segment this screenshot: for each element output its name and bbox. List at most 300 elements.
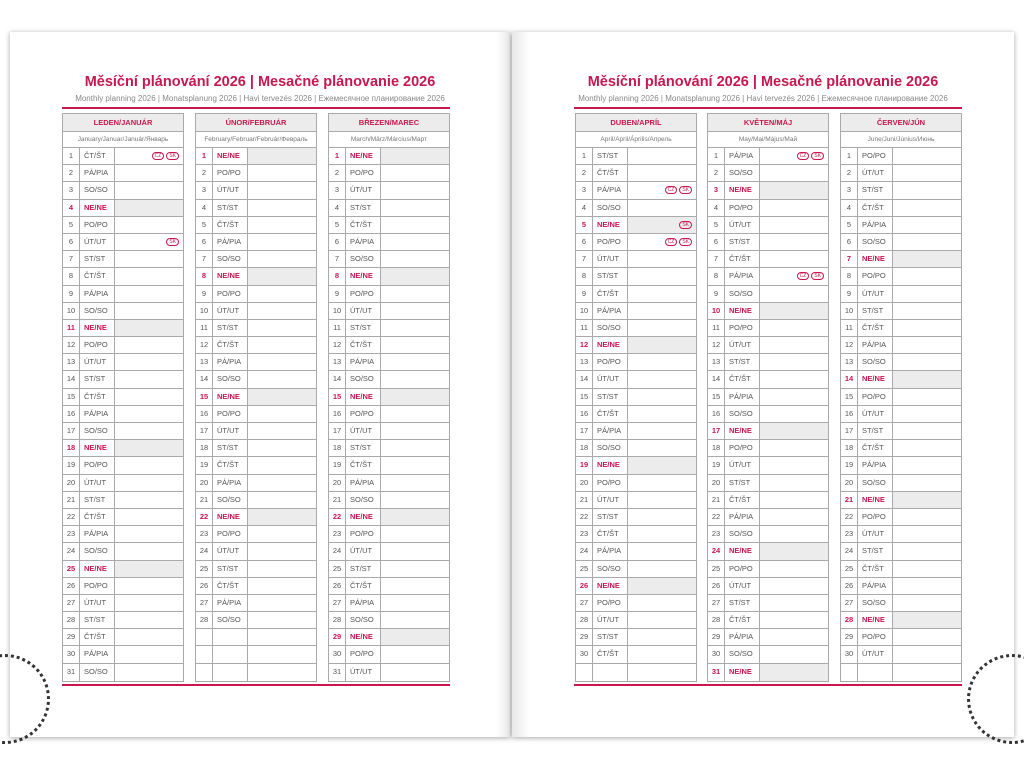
note-cell[interactable] <box>760 526 828 542</box>
note-cell[interactable] <box>760 320 828 336</box>
day-number: 25 <box>708 561 725 577</box>
note-cell[interactable] <box>248 578 316 594</box>
note-cell[interactable] <box>115 509 183 525</box>
note-cell[interactable] <box>381 475 449 491</box>
note-cell[interactable] <box>760 457 828 473</box>
day-number: 8 <box>576 268 593 284</box>
note-cell[interactable] <box>628 526 696 542</box>
day-number: 27 <box>841 595 858 611</box>
note-cell[interactable] <box>893 646 961 662</box>
day-number: 7 <box>708 251 725 267</box>
note-cell[interactable] <box>381 457 449 473</box>
note-cell[interactable] <box>115 320 183 336</box>
day-row <box>63 303 183 320</box>
note-cell[interactable] <box>893 389 961 405</box>
day-row <box>63 354 183 371</box>
note-cell[interactable] <box>381 664 449 681</box>
note-cell[interactable] <box>115 664 183 681</box>
note-cell[interactable] <box>893 217 961 233</box>
day-number: 24 <box>841 543 858 559</box>
day-number: 18 <box>329 440 346 456</box>
weekday: NE/NE <box>213 509 248 525</box>
note-cell[interactable] <box>628 182 696 198</box>
note-cell[interactable] <box>115 475 183 491</box>
day-row <box>329 475 449 492</box>
note-cell[interactable] <box>760 406 828 422</box>
note-cell[interactable] <box>381 303 449 319</box>
note-cell[interactable] <box>381 182 449 198</box>
weekday: NE/NE <box>80 200 115 216</box>
note-cell[interactable] <box>628 200 696 216</box>
day-row <box>329 303 449 320</box>
note-cell[interactable] <box>893 148 961 164</box>
weekday: NE/NE <box>593 578 628 594</box>
note-cell[interactable] <box>248 182 316 198</box>
day-number: 28 <box>708 612 725 628</box>
day-number: 6 <box>329 234 346 250</box>
note-cell[interactable] <box>115 251 183 267</box>
day-number: 30 <box>841 646 858 662</box>
day-number: 17 <box>708 423 725 439</box>
note-cell[interactable] <box>381 389 449 405</box>
note-cell[interactable] <box>248 354 316 370</box>
note-cell[interactable] <box>381 268 449 284</box>
note-cell[interactable] <box>628 406 696 422</box>
note-cell[interactable] <box>893 234 961 250</box>
weekday: ST/ST <box>593 148 628 164</box>
note-cell[interactable] <box>115 286 183 302</box>
weekday: NE/NE <box>346 509 381 525</box>
weekday: ČT/ŠT <box>346 457 381 473</box>
holiday-badges <box>665 238 692 246</box>
note-cell[interactable] <box>248 303 316 319</box>
note-cell[interactable] <box>248 595 316 611</box>
day-row <box>63 268 183 285</box>
weekday: ÚT/UT <box>593 371 628 387</box>
note-cell[interactable] <box>381 320 449 336</box>
note-cell[interactable] <box>115 543 183 559</box>
note-cell[interactable] <box>893 268 961 284</box>
note-cell[interactable] <box>248 371 316 387</box>
note-cell[interactable] <box>381 612 449 628</box>
weekday: PO/PO <box>213 165 248 181</box>
weekday: ÚT/UT <box>858 165 893 181</box>
note-cell[interactable] <box>628 646 696 662</box>
note-cell[interactable] <box>248 268 316 284</box>
note-cell[interactable] <box>893 423 961 439</box>
note-cell[interactable] <box>115 371 183 387</box>
note-cell[interactable] <box>760 200 828 216</box>
note-cell[interactable] <box>893 406 961 422</box>
note-cell[interactable] <box>893 286 961 302</box>
note-cell[interactable] <box>760 578 828 594</box>
note-cell[interactable] <box>628 543 696 559</box>
month-translations: April/April/Április/Апрель <box>576 132 696 148</box>
note-cell[interactable] <box>628 337 696 353</box>
note-cell[interactable] <box>381 629 449 645</box>
day-row <box>708 217 828 234</box>
note-cell[interactable] <box>760 629 828 645</box>
note-cell[interactable] <box>628 354 696 370</box>
note-cell[interactable] <box>381 561 449 577</box>
note-cell[interactable] <box>628 475 696 491</box>
note-cell[interactable] <box>381 646 449 662</box>
day-number: 5 <box>576 217 593 233</box>
day-number: 25 <box>841 561 858 577</box>
note-cell[interactable] <box>248 423 316 439</box>
weekday: PÁ/PIA <box>725 629 760 645</box>
note-cell[interactable] <box>893 200 961 216</box>
weekday: ČT/ŠT <box>725 612 760 628</box>
note-cell[interactable] <box>381 148 449 164</box>
note-cell[interactable] <box>628 165 696 181</box>
weekday: SO/SO <box>725 286 760 302</box>
note-cell[interactable] <box>248 165 316 181</box>
note-cell[interactable] <box>760 423 828 439</box>
day-row <box>841 509 961 526</box>
note-cell[interactable] <box>760 509 828 525</box>
day-number: 8 <box>708 268 725 284</box>
day-number: 20 <box>841 475 858 491</box>
note-cell[interactable] <box>248 286 316 302</box>
note-cell[interactable] <box>248 457 316 473</box>
day-row <box>708 200 828 217</box>
note-cell[interactable] <box>381 578 449 594</box>
note-cell[interactable] <box>248 389 316 405</box>
day-number: 13 <box>841 354 858 370</box>
dotted-arc-decoration <box>967 654 1024 744</box>
weekday: PO/PO <box>593 234 628 250</box>
note-cell[interactable] <box>381 286 449 302</box>
note-cell[interactable] <box>381 440 449 456</box>
holiday-badge: CZ <box>797 272 810 280</box>
note-cell[interactable] <box>893 629 961 645</box>
note-cell[interactable] <box>893 303 961 319</box>
note-cell[interactable] <box>893 440 961 456</box>
day-row <box>329 629 449 646</box>
note-cell[interactable] <box>628 303 696 319</box>
note-cell[interactable] <box>628 423 696 439</box>
weekday: ČT/ŠT <box>858 440 893 456</box>
day-row <box>841 303 961 320</box>
day-row <box>841 646 961 663</box>
note-cell[interactable] <box>248 526 316 542</box>
note-cell[interactable] <box>115 629 183 645</box>
weekday: PÁ/PIA <box>80 646 115 662</box>
day-number: 4 <box>576 200 593 216</box>
note-cell[interactable] <box>628 286 696 302</box>
weekday: ČT/ŠT <box>725 251 760 267</box>
holiday-badges <box>166 238 179 246</box>
day-row <box>63 543 183 560</box>
note-cell[interactable] <box>760 440 828 456</box>
day-number: 15 <box>196 389 213 405</box>
note-cell[interactable] <box>115 148 183 164</box>
day-number: 7 <box>63 251 80 267</box>
note-cell[interactable] <box>760 664 828 681</box>
note-cell[interactable] <box>115 561 183 577</box>
note-cell[interactable] <box>760 646 828 662</box>
note-cell[interactable] <box>248 509 316 525</box>
day-number: 17 <box>841 423 858 439</box>
weekday: SO/SO <box>858 475 893 491</box>
weekday: PÁ/PIA <box>80 286 115 302</box>
day-number: 28 <box>576 612 593 628</box>
note-cell[interactable] <box>893 337 961 353</box>
weekday: PÁ/PIA <box>213 475 248 491</box>
note-cell[interactable] <box>248 406 316 422</box>
note-cell[interactable] <box>760 251 828 267</box>
weekday: NE/NE <box>725 303 760 319</box>
note-cell[interactable] <box>381 595 449 611</box>
note-cell[interactable] <box>760 165 828 181</box>
note-cell[interactable] <box>248 148 316 164</box>
note-cell[interactable] <box>760 543 828 559</box>
month-table <box>707 113 829 682</box>
weekday: PO/PO <box>725 440 760 456</box>
note-cell[interactable] <box>115 268 183 284</box>
weekday: SO/SO <box>80 303 115 319</box>
day-row <box>708 509 828 526</box>
note-cell[interactable] <box>760 595 828 611</box>
note-cell[interactable] <box>381 165 449 181</box>
day-row <box>329 165 449 182</box>
note-cell[interactable] <box>628 561 696 577</box>
weekday: NE/NE <box>858 251 893 267</box>
note-cell[interactable] <box>760 475 828 491</box>
day-row <box>841 286 961 303</box>
note-cell[interactable] <box>760 234 828 250</box>
note-cell[interactable] <box>628 595 696 611</box>
day-row <box>63 578 183 595</box>
day-row <box>196 578 316 595</box>
note-cell[interactable] <box>115 406 183 422</box>
note-cell[interactable] <box>248 200 316 216</box>
note-cell[interactable] <box>248 320 316 336</box>
note-cell[interactable] <box>893 543 961 559</box>
day-row <box>196 148 316 165</box>
holiday-badge: CZ <box>665 238 678 246</box>
note-cell[interactable] <box>760 217 828 233</box>
day-row <box>841 578 961 595</box>
note-cell[interactable] <box>115 423 183 439</box>
day-row <box>63 664 183 681</box>
note-cell[interactable] <box>628 371 696 387</box>
note-cell[interactable] <box>893 578 961 594</box>
note-cell[interactable] <box>381 526 449 542</box>
weekday: PÁ/PIA <box>213 354 248 370</box>
day-number: 21 <box>708 492 725 508</box>
note-cell[interactable] <box>115 595 183 611</box>
note-cell[interactable] <box>760 354 828 370</box>
note-cell[interactable] <box>893 251 961 267</box>
weekday: ČT/ŠT <box>593 646 628 662</box>
day-row <box>196 182 316 199</box>
day-number: 15 <box>708 389 725 405</box>
note-cell[interactable] <box>760 148 828 164</box>
note-cell[interactable] <box>248 475 316 491</box>
weekday: PO/PO <box>858 148 893 164</box>
note-cell[interactable] <box>248 251 316 267</box>
note-cell[interactable] <box>381 543 449 559</box>
day-number: 7 <box>841 251 858 267</box>
month-translations: June/Juni/Június/Июнь <box>841 132 961 148</box>
note-cell[interactable] <box>628 492 696 508</box>
note-cell[interactable] <box>760 268 828 284</box>
note-cell[interactable] <box>381 509 449 525</box>
note-cell[interactable] <box>115 457 183 473</box>
note-cell[interactable] <box>115 182 183 198</box>
note-cell[interactable] <box>115 200 183 216</box>
note-cell[interactable] <box>381 200 449 216</box>
note-cell[interactable] <box>893 561 961 577</box>
note-cell[interactable] <box>893 509 961 525</box>
weekday: ÚT/UT <box>213 182 248 198</box>
note-cell[interactable] <box>628 612 696 628</box>
note-cell[interactable] <box>628 578 696 594</box>
note-cell[interactable] <box>628 440 696 456</box>
day-row <box>63 286 183 303</box>
note-cell[interactable] <box>760 337 828 353</box>
note-cell[interactable] <box>115 303 183 319</box>
note-cell[interactable] <box>893 457 961 473</box>
note-cell[interactable] <box>628 509 696 525</box>
day-number: 27 <box>708 595 725 611</box>
day-number: 29 <box>63 629 80 645</box>
note-cell[interactable] <box>115 234 183 250</box>
note-cell[interactable] <box>381 354 449 370</box>
note-cell[interactable] <box>381 406 449 422</box>
note-cell[interactable] <box>893 182 961 198</box>
day-row <box>63 612 183 629</box>
note-cell[interactable] <box>893 320 961 336</box>
note-cell[interactable] <box>115 526 183 542</box>
day-row <box>576 165 696 182</box>
day-row <box>841 440 961 457</box>
day-row <box>576 475 696 492</box>
holiday-badge: CZ <box>797 152 810 160</box>
note-cell[interactable] <box>628 148 696 164</box>
note-cell[interactable] <box>893 612 961 628</box>
day-number: 5 <box>708 217 725 233</box>
note-cell[interactable] <box>760 182 828 198</box>
weekday: ST/ST <box>346 440 381 456</box>
note-cell[interactable] <box>628 217 696 233</box>
note-cell[interactable] <box>760 492 828 508</box>
note-cell[interactable] <box>760 561 828 577</box>
weekday: PO/PO <box>858 629 893 645</box>
day-row <box>196 595 316 612</box>
note-cell[interactable] <box>381 251 449 267</box>
note-cell[interactable] <box>628 629 696 645</box>
note-cell[interactable] <box>628 234 696 250</box>
note-cell[interactable] <box>115 578 183 594</box>
note-cell[interactable] <box>248 492 316 508</box>
note-cell[interactable] <box>893 526 961 542</box>
weekday: SO/SO <box>213 492 248 508</box>
note-cell[interactable] <box>760 389 828 405</box>
note-cell[interactable] <box>381 492 449 508</box>
weekday: ÚT/UT <box>593 492 628 508</box>
note-cell[interactable] <box>893 475 961 491</box>
weekday: PO/PO <box>725 320 760 336</box>
day-number: 23 <box>708 526 725 542</box>
weekday: ÚT/UT <box>858 526 893 542</box>
day-number: 30 <box>329 646 346 662</box>
note-cell[interactable] <box>628 457 696 473</box>
note-cell[interactable] <box>248 561 316 577</box>
note-cell[interactable] <box>248 440 316 456</box>
note-cell[interactable] <box>381 423 449 439</box>
note-cell[interactable] <box>248 612 316 628</box>
note-cell[interactable] <box>628 320 696 336</box>
note-cell[interactable] <box>115 389 183 405</box>
note-cell[interactable] <box>628 251 696 267</box>
note-cell[interactable] <box>760 612 828 628</box>
note-cell[interactable] <box>893 371 961 387</box>
note-cell[interactable] <box>628 389 696 405</box>
note-cell[interactable] <box>893 595 961 611</box>
weekday: ST/ST <box>593 389 628 405</box>
weekday: NE/NE <box>593 457 628 473</box>
day-number: 26 <box>576 578 593 594</box>
note-cell[interactable] <box>760 371 828 387</box>
weekday: ÚT/UT <box>80 234 115 250</box>
day-row <box>576 440 696 457</box>
note-cell[interactable] <box>381 371 449 387</box>
note-cell[interactable] <box>760 303 828 319</box>
day-number: 9 <box>196 286 213 302</box>
day-number: 2 <box>576 165 593 181</box>
weekday: ÚT/UT <box>725 217 760 233</box>
note-cell[interactable] <box>115 165 183 181</box>
weekday: PÁ/PIA <box>725 148 760 164</box>
note-cell[interactable] <box>115 217 183 233</box>
note-cell[interactable] <box>248 337 316 353</box>
weekday: ÚT/UT <box>213 303 248 319</box>
note-cell[interactable] <box>893 492 961 508</box>
note-cell[interactable] <box>760 286 828 302</box>
day-row <box>329 664 449 681</box>
note-cell[interactable] <box>115 354 183 370</box>
weekday: SO/SO <box>593 561 628 577</box>
day-number: 30 <box>63 646 80 662</box>
day-row <box>708 251 828 268</box>
note-cell[interactable] <box>115 492 183 508</box>
note-cell[interactable] <box>248 217 316 233</box>
note-cell[interactable] <box>893 354 961 370</box>
weekday: PO/PO <box>593 595 628 611</box>
note-cell[interactable] <box>893 165 961 181</box>
day-row <box>576 561 696 578</box>
note-cell[interactable] <box>381 217 449 233</box>
note-cell[interactable] <box>628 268 696 284</box>
note-cell[interactable] <box>248 543 316 559</box>
note-cell[interactable] <box>115 337 183 353</box>
day-row <box>841 148 961 165</box>
weekday: PÁ/PIA <box>346 595 381 611</box>
note-cell[interactable] <box>115 440 183 456</box>
weekday: ST/ST <box>346 320 381 336</box>
note-cell[interactable] <box>248 234 316 250</box>
day-row <box>63 646 183 663</box>
note-cell[interactable] <box>115 612 183 628</box>
note-cell[interactable] <box>115 646 183 662</box>
weekday: PO/PO <box>346 646 381 662</box>
note-cell[interactable] <box>381 234 449 250</box>
day-row <box>196 389 316 406</box>
note-cell[interactable] <box>381 337 449 353</box>
